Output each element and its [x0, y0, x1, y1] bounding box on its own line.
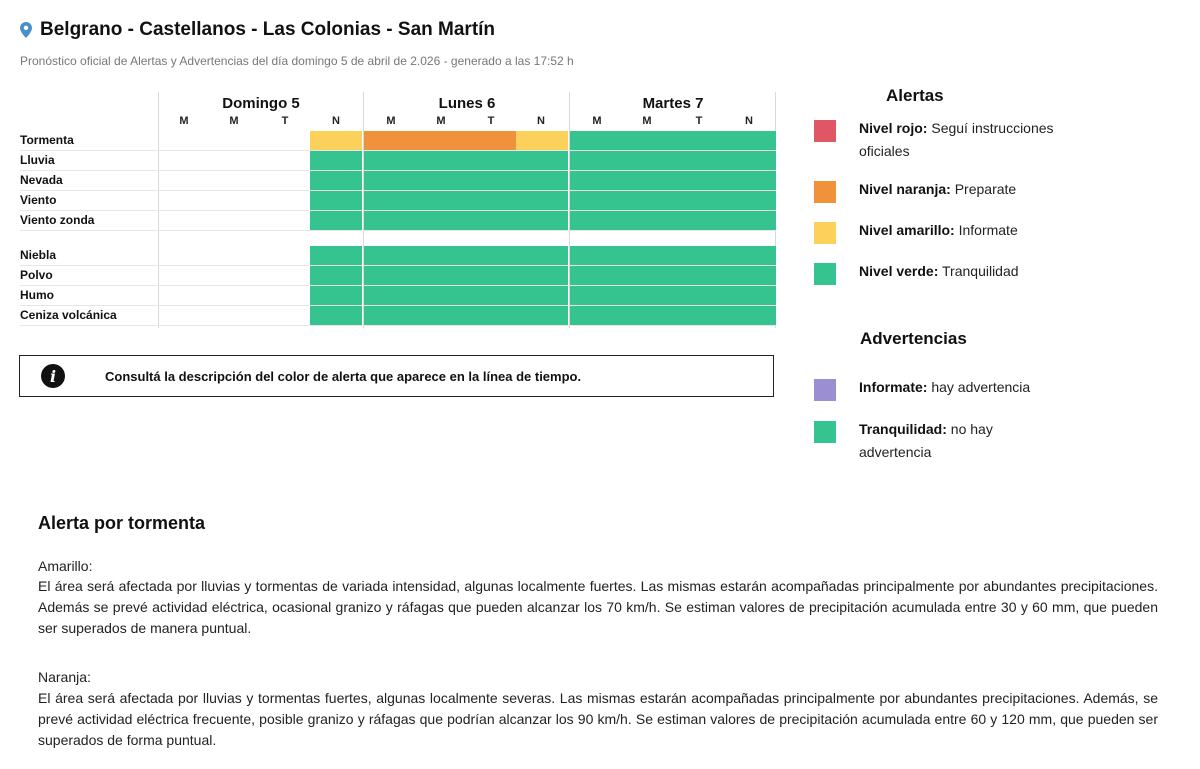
time-slot-label: M	[436, 115, 446, 127]
alert-cell-verde	[516, 191, 568, 210]
alert-cell-verde	[414, 286, 466, 305]
alert-cell-verde	[516, 246, 568, 265]
alert-cell-verde	[414, 246, 466, 265]
description-heading: Alerta por tormenta	[38, 513, 206, 533]
alert-cell-verde	[724, 211, 776, 230]
alert-cell-verde	[622, 306, 674, 325]
legend-swatch	[814, 263, 836, 285]
hazard-row-label: Ceniza volcánica	[20, 308, 117, 322]
legend-swatch	[814, 379, 836, 401]
alert-cell-verde	[622, 286, 674, 305]
legend-text: Nivel naranja: Preparate	[859, 181, 1017, 197]
alert-cell-verde	[414, 151, 466, 170]
day-label: Martes 7	[642, 95, 704, 112]
hazard-row-label: Humo	[20, 288, 54, 302]
alert-cell-verde	[364, 191, 414, 210]
alert-cell-verde	[466, 286, 516, 305]
alert-cell-verde	[466, 151, 516, 170]
legend-text: Informate: hay advertencia	[859, 379, 1031, 395]
alert-cell-verde	[310, 191, 362, 210]
alert-cell-verde	[622, 171, 674, 190]
hazard-row-label: Niebla	[20, 248, 57, 262]
alert-cell-verde	[414, 306, 466, 325]
alert-cell-verde	[364, 151, 414, 170]
legend-text: Nivel rojo: Seguí instrucciones oficiales	[859, 120, 1054, 159]
time-slot-label: N	[745, 115, 753, 127]
alert-cell-verde	[310, 171, 362, 190]
page-subtitle: Pronóstico oficial de Alertas y Advertencias del día domingo 5 de abril de 2.026 - generado a las 17:52 h	[20, 54, 574, 68]
row-divider	[20, 325, 776, 326]
alert-cell-verde	[622, 211, 674, 230]
alert-cell-verde	[414, 211, 466, 230]
alert-cell-verde	[364, 306, 414, 325]
alert-cell-naranja	[364, 131, 414, 150]
alert-cell-verde	[516, 306, 568, 325]
alert-cell-verde	[516, 151, 568, 170]
hazard-row-label: Nevada	[20, 173, 63, 187]
alert-cell-verde	[364, 246, 414, 265]
alert-cell-naranja	[466, 131, 516, 150]
legend-swatch	[814, 120, 836, 142]
alert-cell-verde	[570, 211, 622, 230]
alert-cell-verde	[622, 191, 674, 210]
alert-cell-verde	[310, 246, 362, 265]
alert-cell-verde	[466, 306, 516, 325]
hazard-row-label: Viento	[20, 193, 57, 207]
alert-cell-verde	[674, 266, 724, 285]
legend-item-verde	[814, 263, 1059, 285]
legend-text: Nivel verde: Tranquilidad	[859, 263, 1019, 279]
alert-cell-verde	[674, 211, 724, 230]
alert-cell-verde	[674, 246, 724, 265]
legend-item-verde	[814, 421, 1059, 464]
row-divider	[20, 230, 776, 231]
time-slot-label: T	[487, 115, 495, 127]
advertencias-legend-title: Advertencias	[860, 329, 967, 348]
alert-cell-verde	[724, 191, 776, 210]
alert-cell-verde	[724, 306, 776, 325]
alert-cell-verde	[516, 171, 568, 190]
alert-cell-verde	[724, 151, 776, 170]
info-icon: i	[41, 364, 65, 388]
alert-cell-verde	[674, 151, 724, 170]
alert-cell-verde	[414, 171, 466, 190]
alert-cell-verde	[310, 266, 362, 285]
alert-cell-verde	[364, 286, 414, 305]
alert-cell-verde	[622, 246, 674, 265]
alert-cell-verde	[310, 211, 362, 230]
hazard-row-label: Lluvia	[20, 153, 55, 167]
naranja-label: Naranja:	[38, 669, 91, 685]
time-slot-label: N	[332, 115, 340, 127]
alert-cell-verde	[570, 151, 622, 170]
alert-cell-verde	[466, 211, 516, 230]
alert-cell-verde	[724, 266, 776, 285]
day-label: Domingo 5	[222, 95, 300, 112]
alertas-legend-title: Alertas	[886, 86, 944, 105]
legend-text: Nivel amarillo: Informate	[859, 222, 1018, 238]
legend-text: Tranquilidad: no hay advertencia	[859, 421, 993, 460]
amarillo-description: El área será afectada por lluvias y tormentas de variada intensidad, algunas localmente fuertes. Las mismas estarán acompañadas principalmente por abundantes precipitaciones. Además se prevé actividad eléctrica, ocasional granizo y ráfagas que pueden alcanzar los 70 km/h. Se estiman valores de precipitación acumulada entre 30 y 60 mm, que pueden ser superados de manera puntual.	[38, 578, 1158, 636]
alert-cell-verde	[466, 246, 516, 265]
legend-item-amarillo	[814, 222, 1059, 244]
time-slot-label: N	[537, 115, 545, 127]
time-slot-label: T	[281, 115, 289, 127]
alert-cell-verde	[674, 191, 724, 210]
alert-cell-verde	[622, 266, 674, 285]
time-slot-label: M	[592, 115, 602, 127]
alert-cell-verde	[570, 131, 622, 150]
legend-item-rojo	[814, 120, 1059, 163]
alert-cell-verde	[466, 191, 516, 210]
alert-cell-verde	[516, 286, 568, 305]
alert-timeline	[0, 0, 790, 340]
legend-swatch	[814, 222, 836, 244]
alert-cell-verde	[724, 286, 776, 305]
alert-cell-verde	[674, 131, 724, 150]
time-slot-label: M	[179, 115, 189, 127]
alert-cell-verde	[310, 306, 362, 325]
alert-cell-verde	[622, 131, 674, 150]
alert-cell-verde	[674, 171, 724, 190]
alert-cell-verde	[674, 286, 724, 305]
time-slot-label: M	[229, 115, 239, 127]
alert-cell-verde	[570, 246, 622, 265]
time-slot-label: M	[642, 115, 652, 127]
alert-cell-verde	[570, 286, 622, 305]
alert-cell-naranja	[414, 131, 466, 150]
alert-cell-amarillo	[516, 131, 568, 150]
time-slot-label: M	[386, 115, 396, 127]
alert-cell-verde	[570, 191, 622, 210]
alert-cell-verde	[466, 266, 516, 285]
alert-cell-verde	[570, 171, 622, 190]
hazard-row-label: Tormenta	[20, 133, 74, 147]
day-label: Lunes 6	[438, 95, 496, 112]
alert-cell-verde	[364, 266, 414, 285]
alert-cell-verde	[724, 131, 776, 150]
hazard-row-label: Viento zonda	[20, 213, 95, 227]
alert-cell-verde	[724, 246, 776, 265]
alert-cell-verde	[570, 266, 622, 285]
alert-cell-verde	[364, 171, 414, 190]
alert-cell-amarillo	[310, 131, 362, 150]
info-text: Consultá la descripción del color de alerta que aparece en la línea de tiempo.	[105, 368, 582, 384]
legend-swatch	[814, 421, 836, 443]
alert-cell-verde	[674, 306, 724, 325]
alert-cell-verde	[622, 151, 674, 170]
hazard-row-label: Polvo	[20, 268, 53, 282]
legend-item-naranja	[814, 181, 1059, 203]
alert-cell-verde	[364, 211, 414, 230]
page-title-text: Belgrano - Castellanos - Las Colonias - San Martín	[40, 19, 496, 40]
alert-cell-verde	[724, 171, 776, 190]
amarillo-label: Amarillo:	[38, 558, 93, 574]
alert-cell-verde	[466, 171, 516, 190]
alert-cell-verde	[570, 306, 622, 325]
time-slot-label: T	[695, 115, 703, 127]
alert-cell-verde	[516, 211, 568, 230]
alert-cell-verde	[310, 151, 362, 170]
alert-cell-verde	[414, 266, 466, 285]
legend-item-violeta	[814, 379, 1059, 401]
alert-cell-verde	[516, 266, 568, 285]
alert-cell-verde	[310, 286, 362, 305]
naranja-description: El área será afectada por lluvias y tormentas fuertes, algunas localmente severas. Las mismas estarán acompañadas principalmente por abundantes precipitaciones. Además, se prevé actividad eléctrica frecuente, posible granizo y ráfagas que podrían alcanzar los 90 km/h. Se estiman valores de precipitación acumulada entre 60 y 120 mm, que pueden ser superados de forma puntual.	[38, 690, 1158, 748]
info-box	[19, 355, 774, 397]
alert-cell-verde	[414, 191, 466, 210]
legend-swatch	[814, 181, 836, 203]
